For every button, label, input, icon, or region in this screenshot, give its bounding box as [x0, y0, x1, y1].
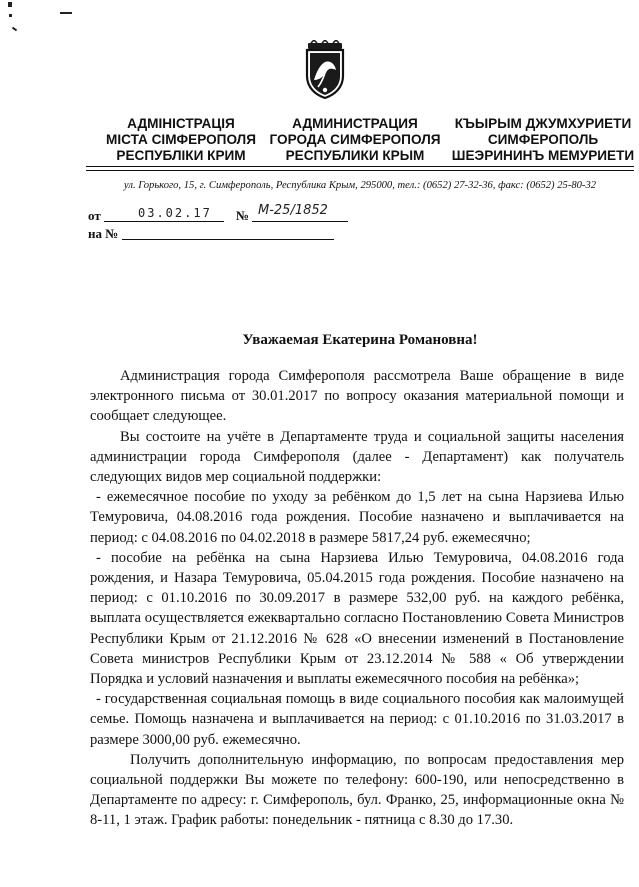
greeting: Уважаемая Екатерина Романовна! [242, 332, 478, 348]
scan-speck [12, 27, 17, 32]
paragraph: Вы состоите на учёте в Департаменте труда и социальной защиты населения администрации города Симферополя (далее - Департамент) как получатель следующих видов мер социальной поддержки: [90, 428, 624, 486]
scan-speck [9, 14, 12, 17]
from-label: от [88, 208, 101, 223]
header-line: РЕСПУБЛИКИ КРЫМ [285, 148, 425, 163]
crimea-coat-of-arms-icon [302, 40, 348, 100]
header-rule [86, 166, 634, 167]
paragraph: Получить дополнительную информацию, по вопросам предоставления мер социальной поддержки Вы можете по телефону: 600-190, или непосредственно в Департаменте по адресу: г. Симферополь, бул. Франко, 25, информационные окна № 8-11, 1 этаж. График работы: понедельник - пятница с 8.30 до 17.30. [90, 751, 624, 829]
header-line: СИМФЕРОПОЛЬ [487, 132, 599, 147]
letter-body [90, 366, 624, 831]
paragraph: - государственная социальная помощь в виде социального пособия как малоимущей семье. Помощь назначена и выплачивается на период: с 01.10.2016 по 31.03.2017 в размере 3000,00 руб. ежемесячно. [90, 691, 624, 748]
paragraph: Администрация города Симферополя рассмотрела Ваше обращение в виде электронного письма от 30.01.2017 по вопросу оказания материальной помощи и сообщает следующее. [90, 368, 624, 425]
reply-to-line [122, 239, 334, 240]
registration-number: M-25/1852 [258, 203, 328, 218]
header-line: ШЕЭРИНИНЪ МЕМУРИЕТИ [451, 148, 635, 163]
number-label: № [236, 208, 250, 223]
date-line [104, 221, 224, 222]
header-ukrainian [96, 116, 266, 164]
header-rule [86, 170, 634, 171]
header-line: МІСТА СІМФЕРОПОЛЯ [106, 132, 256, 147]
header-line: РЕСПУБЛІКИ КРИМ [116, 148, 246, 163]
header-line: ГОРОДА СИМФЕРОПОЛЯ [269, 132, 441, 147]
reply-to-label: на № [88, 226, 119, 241]
scan-speck [8, 2, 12, 7]
paragraph: - ежемесячное пособие по уходу за ребёнком до 1,5 лет на сына Нарзиева Илью Темуровича, 04.08.2016 года рождения. Пособие назначено и выплачивается на период: с 04.08.2016 по 04.02.2018 в размере 5817,24 руб. ежемесячно; [90, 489, 624, 546]
header-line: КЪЫРЫМ ДЖУМХУРИЕТИ [454, 116, 632, 131]
paragraph: - пособие на ребёнка на сына Нарзиева Илью Темуровича, 04.08.2016 года рождения, и Назара Темуровича, 05.04.2015 года рождения. Пособие назначено на период: с 01.10.2016 по 30.09.2017 в размере 532,00 руб. на каждого ребёнка, выплата осуществляется ежеквартально согласно Постановлению Совета Министров Республики Крым от 21.12.2016 № 628 «О внесении изменений в Постановление Совета министров Республики Крым от 23.12.2014 № 588 « Об утверждении Порядка и условий назначения и выплаты ежемесячного пособия на ребёнка»; [90, 549, 624, 688]
registration-date: 03.02.17 [138, 206, 212, 220]
header-line: АДМИНИСТРАЦИЯ [292, 116, 418, 131]
contact-address: ул. Горького, 15, г. Симферополь, Республика Крым, 295000, тел.: (0652) 27-32-36, факс: (0652) 25-80-32 [123, 180, 597, 191]
header-russian [262, 116, 448, 164]
scan-speck [60, 12, 72, 14]
header-line: АДМІНІСТРАЦІЯ [127, 116, 235, 131]
header-crimean-tatar [448, 116, 638, 164]
number-line [252, 221, 348, 222]
